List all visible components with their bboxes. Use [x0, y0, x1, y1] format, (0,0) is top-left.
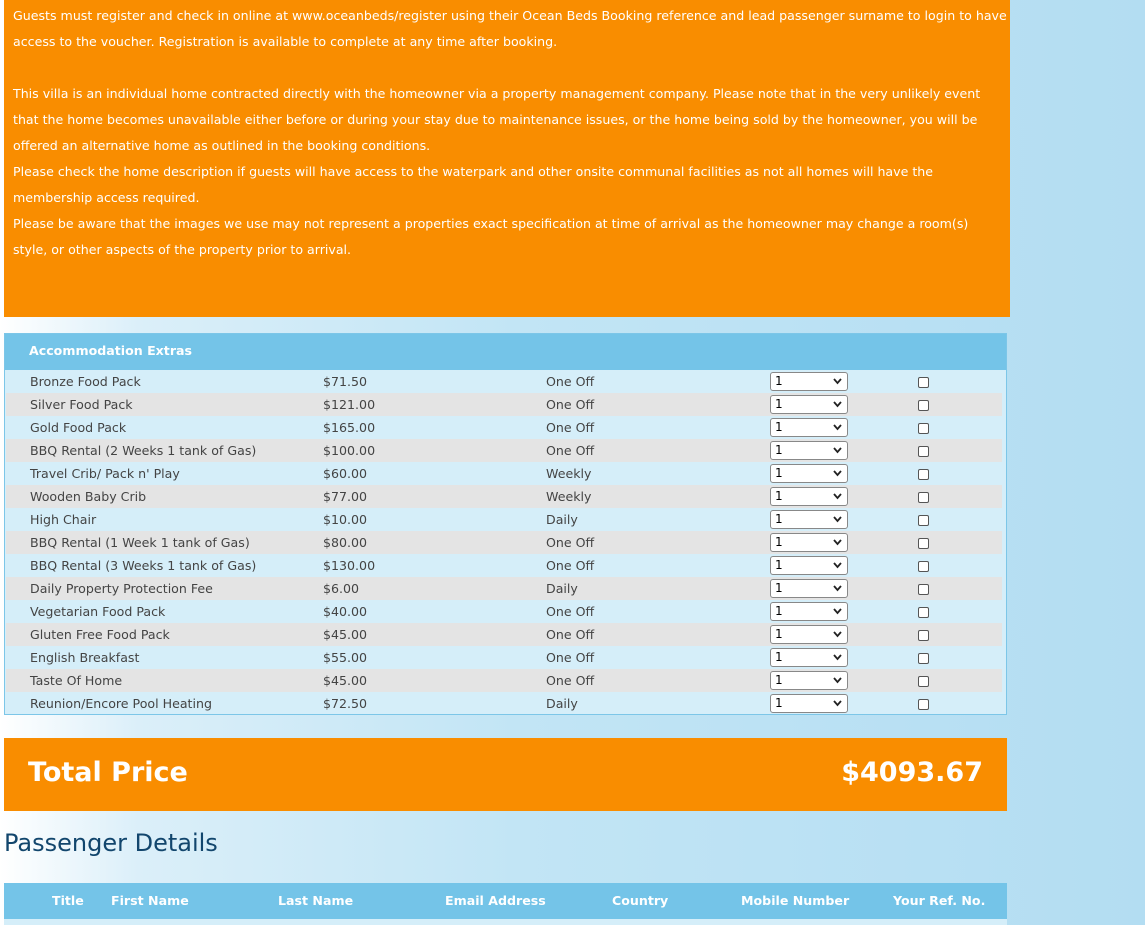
extra-price: $40.00 — [323, 604, 368, 619]
notice-images-text: Please be aware that the images we use may not represent a properties exact specification at time of arrival as the homeowner may change a room(s) style, or other aspects of the property prior to arrival. — [13, 216, 969, 257]
extra-name: Gluten Free Food Pack — [30, 627, 170, 642]
extra-row — [6, 531, 1002, 554]
col-title: Title — [52, 893, 84, 908]
chevron-down-icon — [833, 488, 842, 510]
extra-row — [6, 577, 1002, 600]
chevron-down-icon — [833, 557, 842, 579]
extra-quantity-select[interactable] — [770, 602, 848, 621]
extra-price: $45.00 — [323, 673, 368, 688]
extra-row — [6, 370, 1002, 393]
extra-name: Daily Property Protection Fee — [30, 581, 213, 596]
extra-name: Silver Food Pack — [30, 397, 133, 412]
extra-select-checkbox[interactable] — [918, 423, 929, 434]
extra-select-checkbox[interactable] — [918, 538, 929, 549]
extra-row — [6, 416, 1002, 439]
extra-quantity-select[interactable] — [770, 579, 848, 598]
chevron-down-icon — [833, 580, 842, 602]
notice-villa-text: This villa is an individual home contracted directly with the homeowner via a property management company. Please note that in the very unlikely event that the home becomes unavailable either before or during your stay due to maintenance issues, or the home being sold by the homeowner, you will be offered an alternative home as outlined in the booking conditions. — [13, 86, 981, 153]
chevron-down-icon — [833, 442, 842, 464]
extra-frequency: One Off — [546, 535, 595, 550]
extras-header: Accommodation Extras — [5, 334, 1006, 370]
booking-notice-panel — [4, 0, 1010, 317]
extra-select-checkbox[interactable] — [918, 400, 929, 411]
extra-name: High Chair — [30, 512, 97, 527]
extra-price: $10.00 — [323, 512, 368, 527]
col-last-name: Last Name — [278, 893, 354, 908]
extra-select-checkbox[interactable] — [918, 630, 929, 641]
extra-quantity-select[interactable] — [770, 510, 848, 529]
extra-row — [6, 669, 1002, 692]
extra-quantity-select[interactable] — [770, 533, 848, 552]
extra-frequency: Daily — [546, 581, 578, 596]
extra-row — [6, 485, 1002, 508]
chevron-down-icon — [833, 695, 842, 717]
quantity-value: 1 — [775, 466, 783, 480]
extra-quantity-select[interactable] — [770, 395, 848, 414]
extra-row — [6, 462, 1002, 485]
chevron-down-icon — [833, 511, 842, 533]
quantity-value: 1 — [775, 397, 783, 411]
chevron-down-icon — [833, 649, 842, 671]
extra-frequency: One Off — [546, 374, 595, 389]
quantity-value: 1 — [775, 673, 783, 687]
quantity-value: 1 — [775, 489, 783, 503]
quantity-value: 1 — [775, 581, 783, 595]
extra-price: $80.00 — [323, 535, 368, 550]
extra-quantity-select[interactable] — [770, 648, 848, 667]
extra-quantity-select[interactable] — [770, 372, 848, 391]
extra-select-checkbox[interactable] — [918, 676, 929, 687]
quantity-value: 1 — [775, 512, 783, 526]
extra-frequency: Daily — [546, 696, 578, 711]
extra-select-checkbox[interactable] — [918, 469, 929, 480]
extra-frequency: One Off — [546, 443, 595, 458]
notice-facilities-text: Please check the home description if guests will have access to the waterpark and other onsite communal facilities as not all homes will have the membership access required. — [13, 164, 934, 205]
extra-name: Gold Food Pack — [30, 420, 127, 435]
quantity-value: 1 — [775, 558, 783, 572]
col-country: Country — [612, 893, 669, 908]
extra-price: $165.00 — [323, 420, 376, 435]
passenger-table-header — [4, 883, 1007, 919]
extra-frequency: One Off — [546, 558, 595, 573]
extra-quantity-select[interactable] — [770, 694, 848, 713]
extra-price: $45.00 — [323, 627, 368, 642]
col-email-address: Email Address — [445, 893, 546, 908]
chevron-down-icon — [833, 373, 842, 395]
extra-name: Taste Of Home — [30, 673, 123, 688]
chevron-down-icon — [833, 534, 842, 556]
extra-price: $55.00 — [323, 650, 368, 665]
extra-quantity-select[interactable] — [770, 441, 848, 460]
extra-row — [6, 508, 1002, 531]
quantity-value: 1 — [775, 627, 783, 641]
extra-price: $77.00 — [323, 489, 368, 504]
extra-select-checkbox[interactable] — [918, 653, 929, 664]
extra-frequency: One Off — [546, 673, 595, 688]
quantity-value: 1 — [775, 535, 783, 549]
extra-name: Vegetarian Food Pack — [30, 604, 166, 619]
extra-row — [6, 646, 1002, 669]
extra-row — [6, 623, 1002, 646]
extra-quantity-select[interactable] — [770, 625, 848, 644]
notice-registration-text: Guests must register and check in online at www.oceanbeds/register using their Ocean Beds Booking reference and lead passenger surname to login to have access to the voucher. Registration is available to complete at any time after booking. — [13, 8, 1007, 49]
extra-frequency: One Off — [546, 650, 595, 665]
extra-select-checkbox[interactable] — [918, 446, 929, 457]
quantity-value: 1 — [775, 374, 783, 388]
extra-select-checkbox[interactable] — [918, 584, 929, 595]
extra-frequency: One Off — [546, 604, 595, 619]
extra-price: $121.00 — [323, 397, 376, 412]
quantity-value: 1 — [775, 696, 783, 710]
col-mobile-number: Mobile Number — [741, 893, 850, 908]
passenger-table-body — [4, 919, 1007, 925]
extra-price: $60.00 — [323, 466, 368, 481]
extra-frequency: Weekly — [546, 489, 592, 504]
extra-price: $6.00 — [323, 581, 360, 596]
extra-name: BBQ Rental (3 Weeks 1 tank of Gas) — [30, 558, 257, 573]
extra-price: $130.00 — [323, 558, 376, 573]
extra-quantity-select[interactable] — [770, 487, 848, 506]
extra-select-checkbox[interactable] — [918, 561, 929, 572]
quantity-value: 1 — [775, 443, 783, 457]
extra-frequency: One Off — [546, 420, 595, 435]
extra-price: $100.00 — [323, 443, 376, 458]
extra-row — [6, 600, 1002, 623]
extra-name: BBQ Rental (1 Week 1 tank of Gas) — [30, 535, 250, 550]
chevron-down-icon — [833, 603, 842, 625]
extra-select-checkbox[interactable] — [918, 377, 929, 388]
extra-price: $71.50 — [323, 374, 368, 389]
passenger-details-heading: Passenger Details — [4, 829, 218, 857]
extra-row — [6, 554, 1002, 577]
extra-quantity-select[interactable] — [770, 671, 848, 690]
extra-select-checkbox[interactable] — [918, 515, 929, 526]
extra-frequency: Daily — [546, 512, 578, 527]
extra-frequency: Weekly — [546, 466, 592, 481]
chevron-down-icon — [833, 626, 842, 648]
extra-quantity-select[interactable] — [770, 464, 848, 483]
extra-quantity-select[interactable] — [770, 556, 848, 575]
quantity-value: 1 — [775, 650, 783, 664]
extra-row — [6, 393, 1002, 416]
total-price-bar — [4, 738, 1007, 811]
extra-row — [6, 439, 1002, 462]
chevron-down-icon — [833, 672, 842, 694]
col-first-name: First Name — [111, 893, 189, 908]
extra-name: Wooden Baby Crib — [30, 489, 147, 504]
extra-name: Reunion/Encore Pool Heating — [30, 696, 212, 711]
quantity-value: 1 — [775, 604, 783, 618]
accommodation-extras-table — [4, 333, 1007, 715]
extra-name: English Breakfast — [30, 650, 140, 665]
col-your-ref-no: Your Ref. No. — [893, 893, 986, 908]
total-price-label: Total Price — [28, 757, 188, 788]
extra-name: Travel Crib/ Pack n' Play — [30, 466, 180, 481]
extra-select-checkbox[interactable] — [918, 607, 929, 618]
quantity-value: 1 — [775, 420, 783, 434]
extra-frequency: One Off — [546, 397, 595, 412]
extra-quantity-select[interactable] — [770, 418, 848, 437]
extra-name: Bronze Food Pack — [30, 374, 141, 389]
extra-select-checkbox[interactable] — [918, 492, 929, 503]
chevron-down-icon — [833, 465, 842, 487]
extra-price: $72.50 — [323, 696, 368, 711]
extra-name: BBQ Rental (2 Weeks 1 tank of Gas) — [30, 443, 257, 458]
extra-row — [6, 692, 1002, 715]
total-price-amount: $4093.67 — [841, 757, 983, 788]
extra-select-checkbox[interactable] — [918, 699, 929, 710]
chevron-down-icon — [833, 396, 842, 418]
extras-rows — [5, 370, 1006, 715]
extra-frequency: One Off — [546, 627, 595, 642]
chevron-down-icon — [833, 419, 842, 441]
